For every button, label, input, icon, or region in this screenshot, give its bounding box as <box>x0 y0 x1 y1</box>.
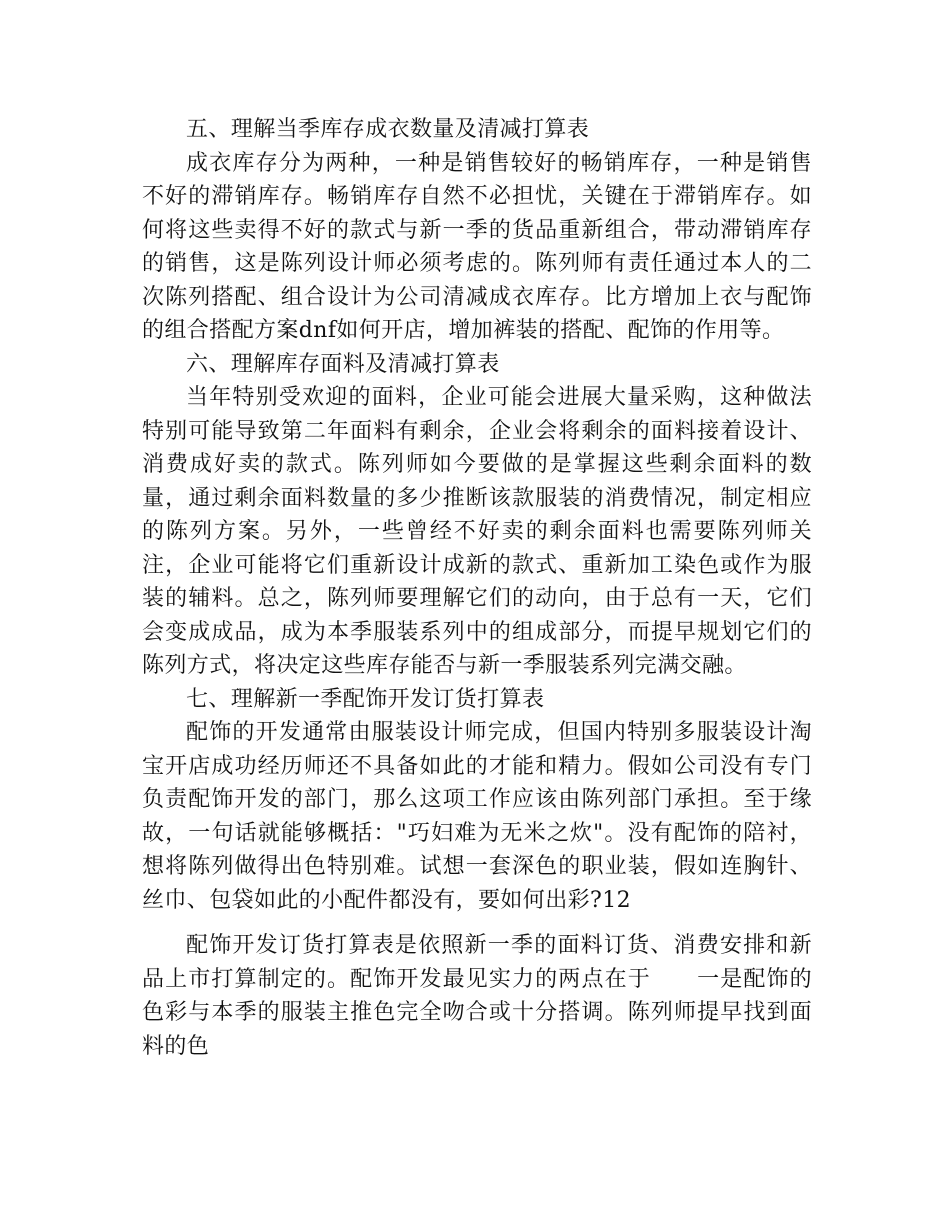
paragraph: 配饰开发订货打算表是依照新一季的面料订货、消费安排和新品上市打算制定的。配饰开发最见实力的两点在于 一是配饰的色彩与本季的服装主推色完全吻合或十分搭调。陈列师提早找到面料的色 <box>142 933 812 1059</box>
section-heading-5: 五、理解当季库存成衣数量及清减打算表 <box>186 117 590 142</box>
section-heading-7: 七、理解新一季配饰开发订货打算表 <box>186 686 545 712</box>
document-body <box>142 113 812 1063</box>
section-heading-6: 六、理解库存面料及清减打算表 <box>186 351 500 377</box>
paragraph: 当年特别受欢迎的面料，企业可能会进展大量采购，这种做法特别可能导致第二年面料有剩余，企业会将剩余的面料接着设计、消费成好卖的款式。陈列师如今要做的是掌握这些剩余面料的数量，通过剩余面料数量的多少推断该款服装的消费情况，制定相应的陈列方案。另外，一些曾经不好卖的剩余面料也需要陈列师关注，企业可能将它们重新设计成新的款式、重新加工染色或作为服装的辅料。总之，陈列师要理解它们的动向，由于总有一天，它们会变成成品，成为本季服装系列中的组成部分，而提早规划它们的陈列方式，将决定这些库存能否与新一季服装系列完满交融。 <box>142 385 812 678</box>
paragraph: 成衣库存分为两种，一种是销售较好的畅销库存，一种是销售不好的滞销库存。畅销库存自然不必担忧，关键在于滞销库存。如何将这些卖得不好的款式与新一季的货品重新组合，带动滞销库存的销售，这是陈列设计师必须考虑的。陈列师有责任通过本人的二次陈列搭配、组合设计为公司清减成衣库存。比方增加上衣与配饰的组合搭配方案dnf如何开店，增加裤装的搭配、配饰的作用等。 <box>142 150 812 343</box>
paragraph: 配饰的开发通常由服装设计师完成，但国内特别多服装设计淘宝开店成功经历师还不具备如此的才能和精力。假如公司没有专门负责配饰开发的部门，那么这项工作应该由陈列部门承担。至于缘故，一句话就能够概括："巧妇难为无米之炊"。没有配饰的陪衬，想将陈列做得出色特别难。试想一套深色的职业装，假如连胸针、丝巾、包袋如此的小配件都没有，要如何出彩?12 <box>142 720 812 913</box>
